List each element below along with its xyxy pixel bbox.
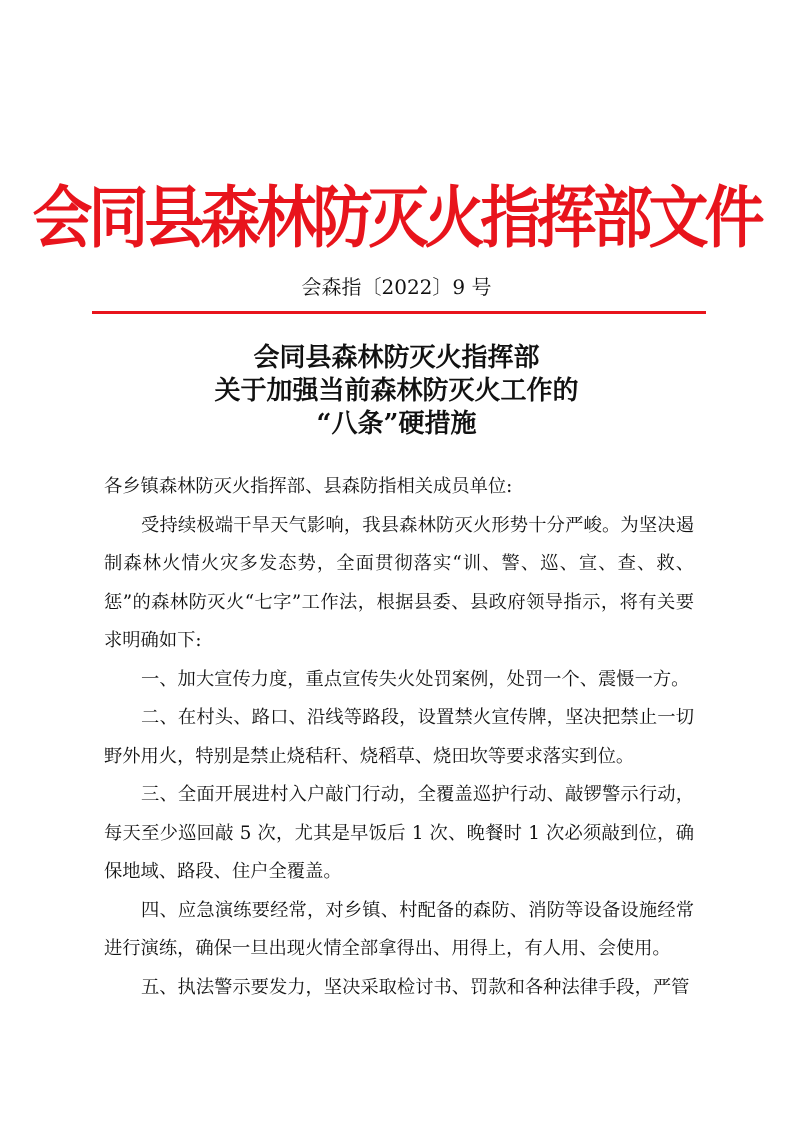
paragraph-item-3: 三、全面开展进村入户敲门行动，全覆盖巡护行动、敲锣警示行动，每天至少巡回敲 5 次，尤其是早饭后 1 次、晚餐时 1 次必须敲到位，确保地域、路段、住户全覆盖。 <box>104 784 694 882</box>
title-line-1: 会同县森林防灭火指挥部 <box>253 343 540 373</box>
red-header-title: 会同县森林防灭火指挥部文件 <box>32 179 761 258</box>
title-line-2: 关于加强当前森林防灭火工作的 <box>214 376 579 406</box>
document-title <box>0 342 793 441</box>
paragraph-item-2: 二、在村头、路口、沿线等路段，设置禁火宣传牌，坚决把禁止一切野外用火，特别是禁止烧秸秆、烧稻草、烧田坎等要求落实到位。 <box>104 707 694 767</box>
document-number: 会森指〔2022〕9 号 <box>301 275 492 299</box>
red-divider <box>92 311 706 314</box>
document-body <box>104 468 694 1007</box>
salutation: 各乡镇森林防灭火指挥部、县森防指相关成员单位: <box>104 476 513 497</box>
title-line-3: “八条”硬措施 <box>316 409 477 439</box>
paragraph-item-4: 四、应急演练要经常，对乡镇、村配备的森防、消防等设备设施经常进行演练，确保一旦出现火情全部拿得出、用得上，有人用、会使用。 <box>104 899 694 959</box>
paragraph-item-1: 一、加大宣传力度，重点宣传失火处罚案例，处罚一个、震慑一方。 <box>141 668 690 690</box>
paragraph-intro: 受持续极端干旱天气影响，我县森林防灭火形势十分严峻。为坚决遏制森林火情火灾多发态势，全面贯彻落实“训、警、巡、宣、查、救、惩”的森林防灭火“七字”工作法，根据县委、县政府领导指示，将有关要求明确如下: <box>104 514 694 651</box>
paragraph-item-5: 五、执法警示要发力，坚决采取检讨书、罚款和各种法律手段，严管 <box>141 976 690 998</box>
